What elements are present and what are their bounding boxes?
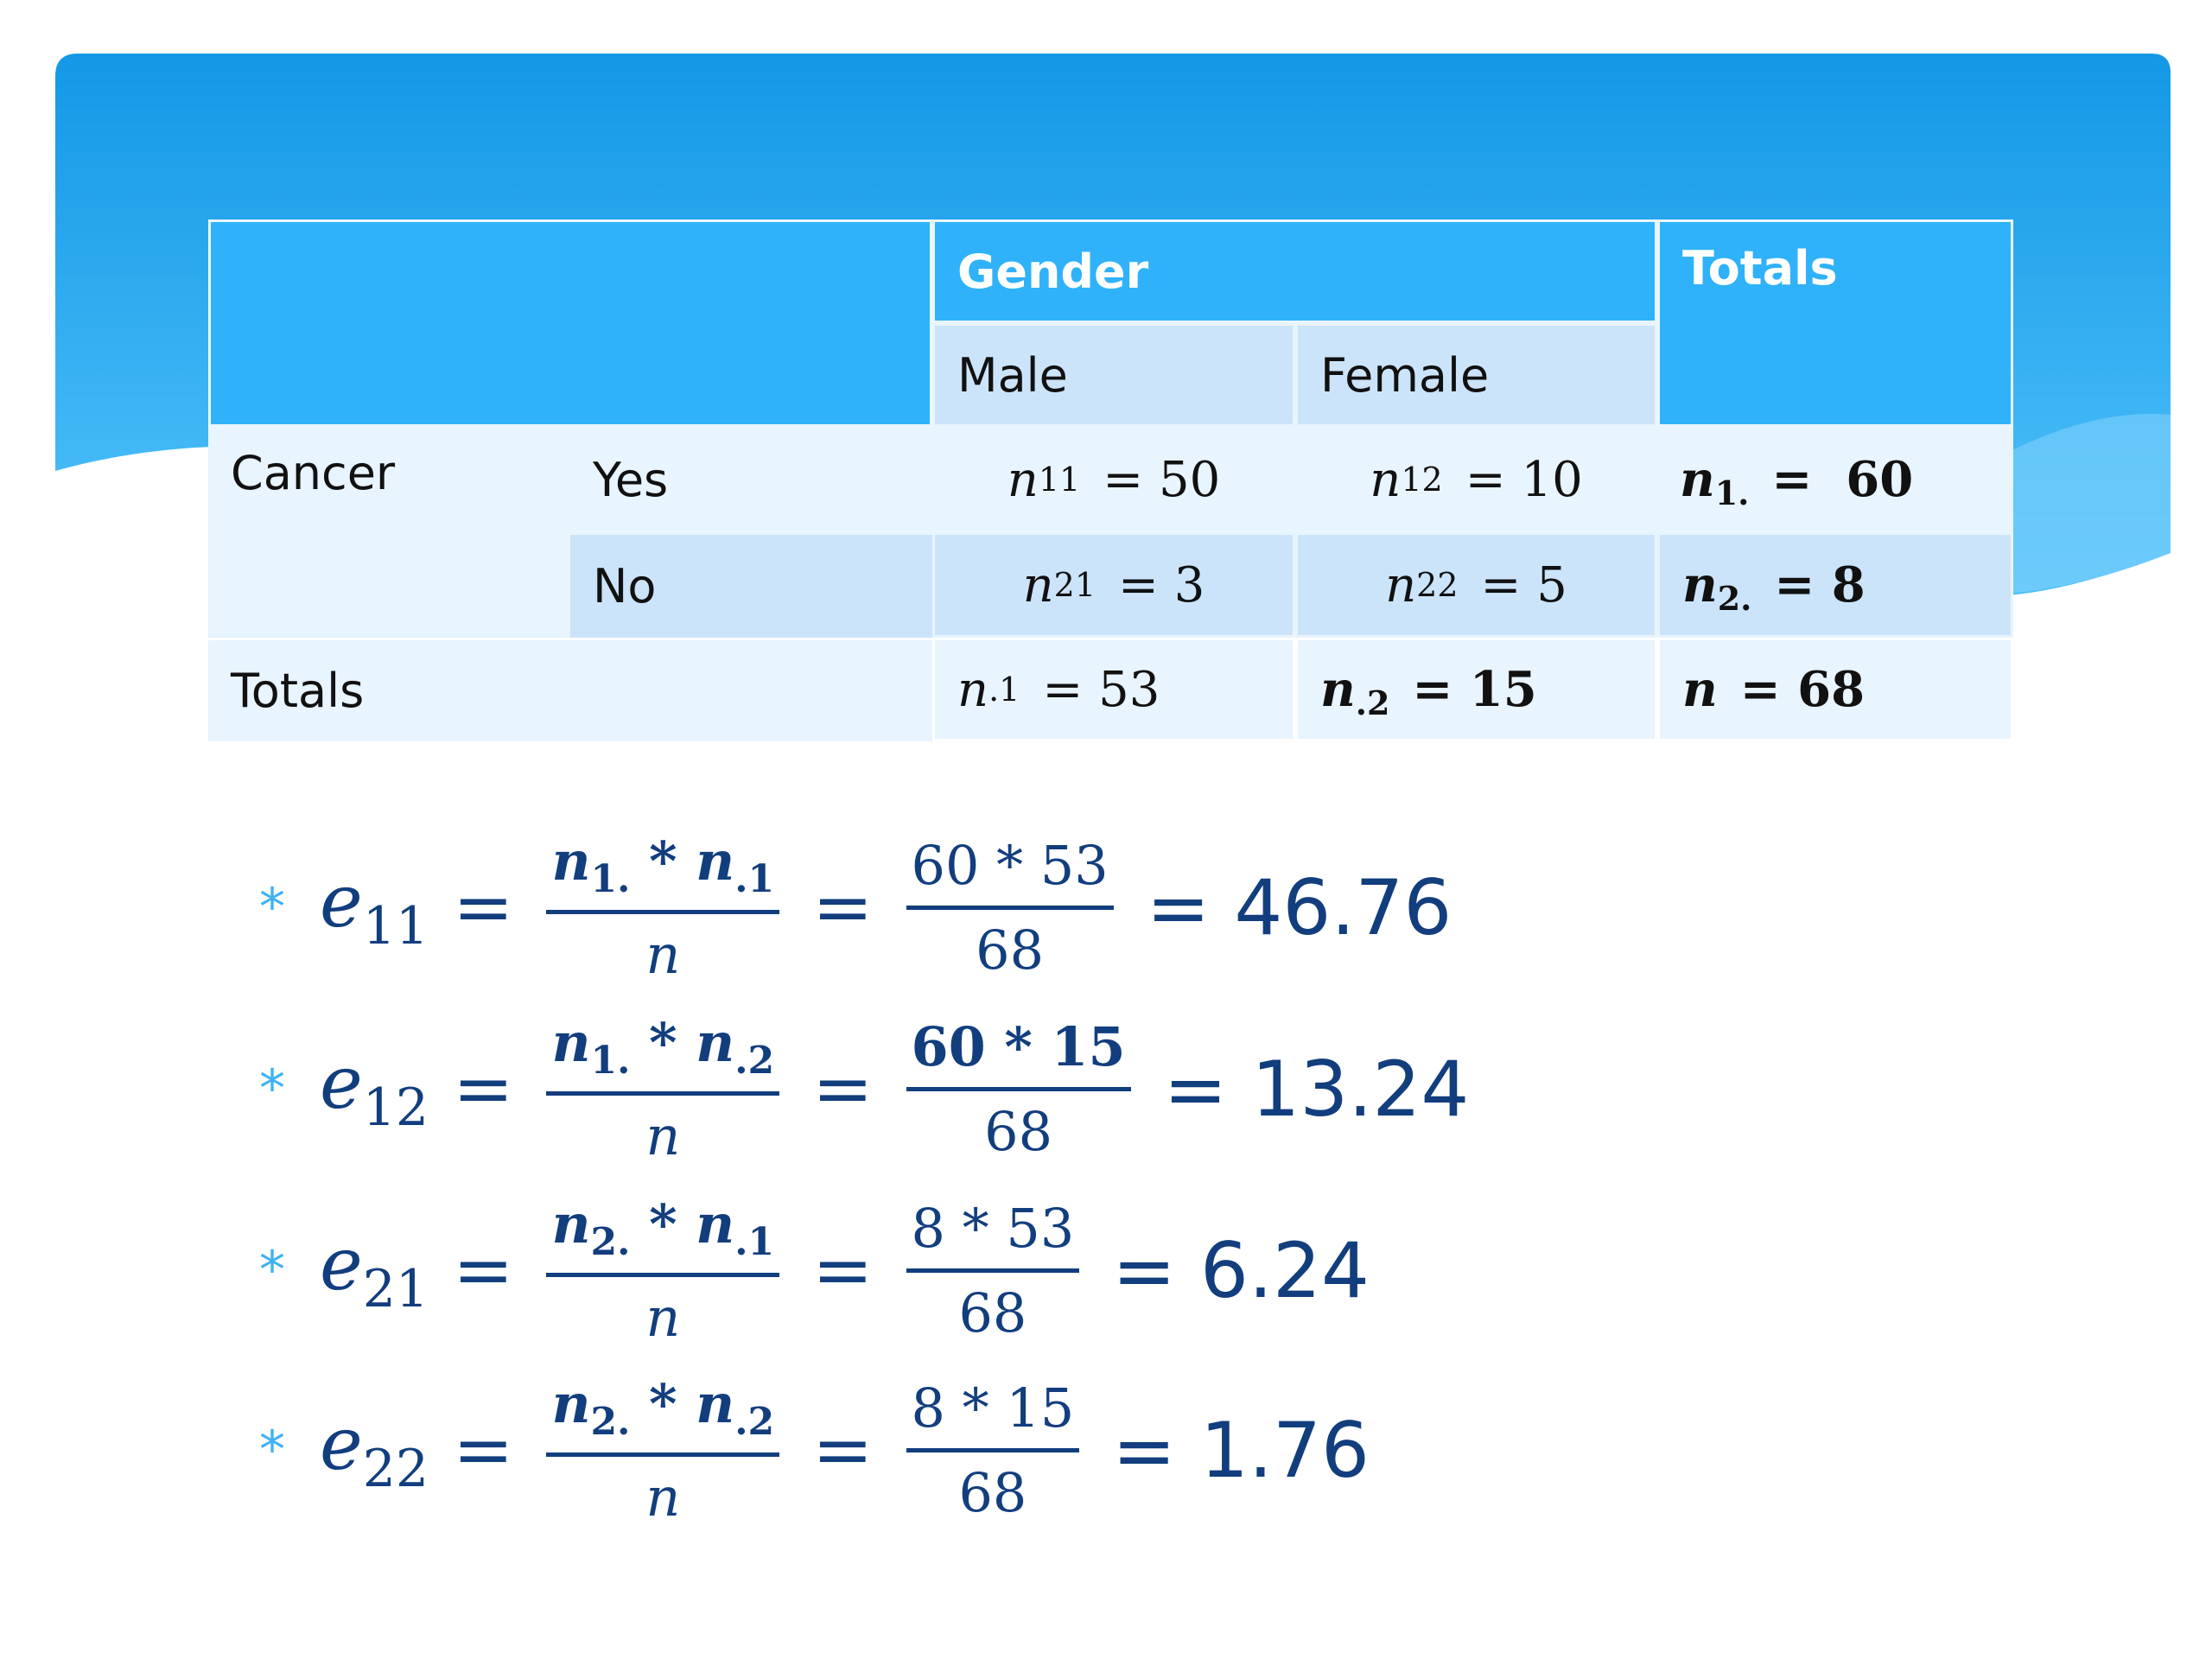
cell-nc1: n .1 = 53 <box>932 638 1295 741</box>
formula-e22 <box>259 1359 1370 1541</box>
equals-sign: = <box>812 865 874 950</box>
formula-result: = 6.24 <box>1112 1225 1370 1315</box>
cell-n22: n 22 = 5 <box>1295 532 1657 638</box>
formula-e12 <box>259 998 1469 1179</box>
equals-sign: = <box>812 1046 874 1131</box>
numeric-fraction: $\frac{8 * 53}{68}$ <box>906 1197 1080 1344</box>
cell-n2-total: n $_{2.}$ = 8 <box>1657 532 2013 638</box>
bullet-icon: * <box>259 1240 285 1300</box>
equals-sign: = <box>812 1408 874 1492</box>
equals-sign: = <box>453 1228 514 1313</box>
cell-n-grand-total: n = 68 <box>1657 638 2013 741</box>
formula-e11 <box>259 817 1452 998</box>
cell-n1-total: n $_{1.}$ = 60 <box>1657 427 2013 532</box>
numeric-fraction: $\frac{60 * 15}{68}$ <box>906 1015 1131 1163</box>
corner-header <box>208 219 932 427</box>
cell-n11: n 11 = 50 <box>932 427 1295 532</box>
symbolic-fraction: $\frac{n_{1.} * n_{.1}}{n}$ <box>546 830 779 986</box>
formula-e21 <box>259 1179 1370 1361</box>
formula-result: = 1.76 <box>1112 1405 1370 1495</box>
cancer-label: Cancer <box>208 427 570 638</box>
formula-result: = 13.24 <box>1163 1044 1470 1134</box>
formula-lhs: $e_{11}$ <box>320 858 429 957</box>
totals-row-label: Totals <box>208 638 932 741</box>
contingency-table <box>208 219 2013 741</box>
numeric-fraction: $\frac{8 * 15}{68}$ <box>906 1376 1080 1524</box>
no-label: No <box>570 532 932 638</box>
bullet-icon: * <box>259 1420 285 1480</box>
formula-lhs: $e_{22}$ <box>320 1401 429 1499</box>
cell-n12: n 12 = 10 <box>1295 427 1657 532</box>
numeric-fraction: $\frac{60 * 53}{68}$ <box>906 834 1114 982</box>
totals-header: Totals <box>1657 219 2013 427</box>
cell-n21: n 21 = 3 <box>932 532 1295 638</box>
yes-label: Yes <box>570 427 932 532</box>
formula-lhs: $e_{21}$ <box>320 1221 429 1319</box>
equals-sign: = <box>453 1408 514 1492</box>
cell-nc2: n $_{.2}$ = 15 <box>1295 638 1657 741</box>
equals-sign: = <box>812 1228 874 1313</box>
bullet-icon: * <box>259 1058 285 1119</box>
symbolic-fraction: $\frac{n_{2.} * n_{.2}}{n}$ <box>546 1372 779 1529</box>
symbolic-fraction: $\frac{n_{1.} * n_{.2}}{n}$ <box>546 1011 779 1167</box>
formula-result: = 46.76 <box>1146 862 1452 952</box>
female-header: Female <box>1295 323 1657 427</box>
bullet-icon: * <box>259 877 285 938</box>
male-header: Male <box>932 323 1295 427</box>
equals-sign: = <box>453 865 514 950</box>
equals-sign: = <box>453 1046 514 1131</box>
formula-lhs: $e_{12}$ <box>320 1039 429 1138</box>
gender-header: Gender <box>932 219 1657 323</box>
symbolic-fraction: $\frac{n_{2.} * n_{.1}}{n}$ <box>546 1192 779 1349</box>
